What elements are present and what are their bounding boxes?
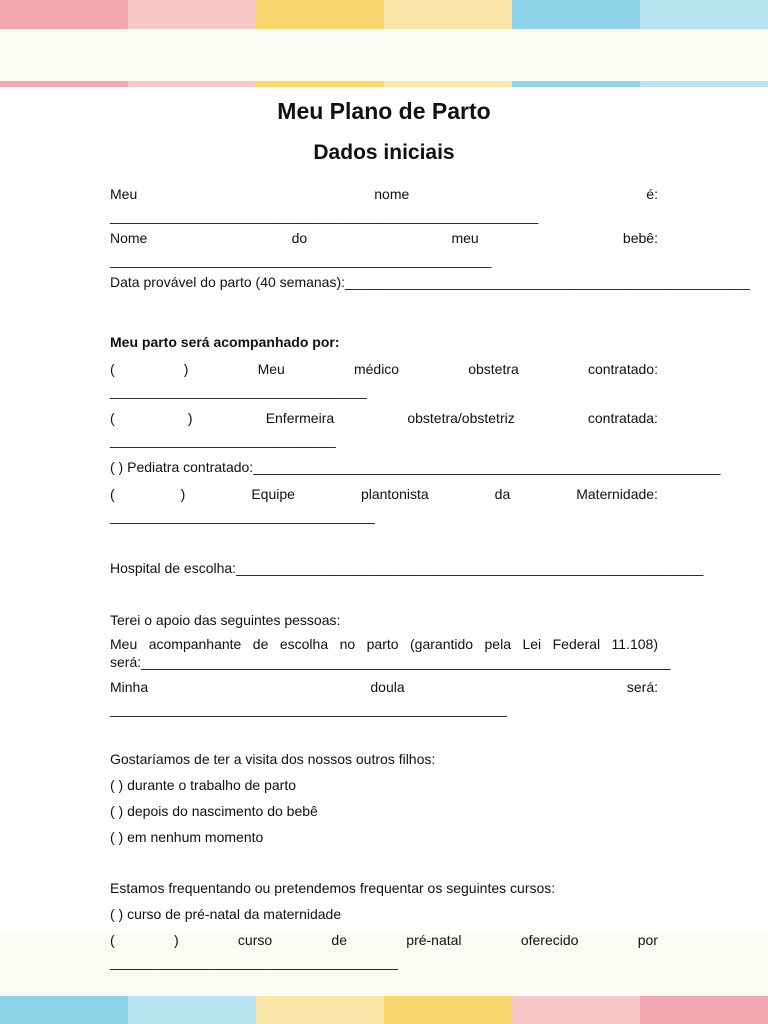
mother-name-field[interactable]: _______________________________________________________ (110, 208, 539, 224)
hospital-field[interactable]: ____________________________________________________________ (236, 560, 704, 576)
word: contratado: (587, 361, 658, 377)
option-pediatrician[interactable] (110, 456, 721, 478)
word: oferecido (520, 932, 579, 948)
top-stripe-segment (640, 0, 768, 29)
word: Nome (110, 230, 148, 246)
pediatrician-field[interactable]: ____________________________________________________________ (253, 459, 721, 475)
due-date-label: Data provável do parto (40 semanas): (110, 274, 346, 290)
option-team[interactable] (110, 483, 658, 505)
top-color-stripe (0, 0, 768, 29)
visit-option-never[interactable]: ( ) em nenhum momento (110, 829, 264, 845)
top-thin-segment (256, 81, 384, 87)
courses-heading: Estamos frequentando ou pretendemos frequentar os seguintes cursos: (110, 880, 556, 896)
word: por (637, 932, 658, 948)
mother-name-label (110, 183, 658, 205)
word: ( (110, 486, 115, 502)
option-nurse[interactable] (110, 407, 658, 429)
bottom-stripe-segment (640, 996, 768, 1024)
baby-name-field[interactable]: _________________________________________________ (110, 252, 492, 268)
course-provider-field[interactable]: _____________________________________ (110, 954, 399, 970)
pediatrician-label: ( ) Pediatra contratado: (110, 459, 254, 475)
word: Meu (110, 186, 138, 202)
companion-row (110, 653, 671, 671)
nurse-field[interactable]: _____________________________ (110, 432, 336, 448)
word: Maternidade: (576, 486, 658, 502)
word: plantonista (360, 486, 429, 502)
top-thin-segment (0, 81, 128, 87)
word: curso (237, 932, 273, 948)
word: nome (374, 186, 410, 202)
option-doctor[interactable] (110, 358, 658, 380)
word: Minha (110, 679, 149, 695)
word: Enfermeira (265, 410, 335, 426)
team-field[interactable]: __________________________________ (110, 508, 375, 524)
word: ( (110, 932, 115, 948)
course-option-other[interactable] (110, 929, 658, 951)
hospital-label: Hospital de escolha: (110, 560, 237, 576)
companion-field[interactable]: ____________________________________________________________________ (141, 654, 671, 670)
word: pré-natal (406, 932, 462, 948)
course-option-maternity[interactable]: ( ) curso de pré-natal da maternidade (110, 906, 342, 922)
accompanied-heading: Meu parto será acompanhado por: (110, 334, 340, 350)
doula-label (110, 676, 658, 698)
word: do (291, 230, 308, 246)
top-thin-segment (640, 81, 768, 87)
word: será: (626, 679, 658, 695)
word: é: (646, 186, 658, 202)
bottom-stripe-segment (512, 996, 640, 1024)
hospital-row (110, 557, 704, 579)
bottom-stripe-segment (0, 996, 128, 1024)
word: Meu (257, 361, 285, 377)
word: ) (180, 486, 186, 502)
word: ( (110, 410, 115, 426)
visit-heading: Gostaríamos de ter a visita dos nossos outros filhos: (110, 751, 436, 767)
baby-name-label (110, 227, 658, 249)
word: meu (451, 230, 479, 246)
doula-field[interactable]: ___________________________________________________ (110, 701, 508, 717)
word: contratada: (587, 410, 658, 426)
header-band (0, 29, 768, 81)
word: ) (183, 361, 189, 377)
section-subtitle: Dados iniciais (313, 141, 455, 164)
bottom-stripe-segment (384, 996, 512, 1024)
top-stripe-segment (256, 0, 384, 29)
bottom-color-stripe (0, 996, 768, 1024)
due-date-row (110, 271, 750, 293)
top-thin-segment (512, 81, 640, 87)
word: médico (353, 361, 400, 377)
top-stripe-segment (0, 0, 128, 29)
top-thin-stripe (0, 81, 768, 87)
support-heading: Terei o apoio das seguintes pessoas: (110, 612, 341, 628)
word: bebê: (622, 230, 658, 246)
word: de (331, 932, 347, 948)
bottom-stripe-segment (256, 996, 384, 1024)
word: Equipe (251, 486, 295, 502)
word: da (494, 486, 511, 502)
visit-option-labor[interactable]: ( ) durante o trabalho de parto (110, 777, 297, 793)
companion-text: Meu acompanhante de escolha no parto (garantido pela Lei Federal 11.108) (110, 636, 658, 652)
word: ) (173, 932, 179, 948)
top-stripe-segment (128, 0, 256, 29)
visit-option-after-birth[interactable]: ( ) depois do nascimento do bebê (110, 803, 318, 819)
document-page (110, 95, 750, 973)
word: obstetra/obstetriz (407, 410, 515, 426)
companion-label: será: (110, 654, 142, 670)
top-thin-segment (384, 81, 512, 87)
word: ( (110, 361, 115, 377)
word: doula (370, 679, 405, 695)
page-title: Meu Plano de Parto (277, 98, 491, 124)
top-thin-segment (128, 81, 256, 87)
due-date-field[interactable]: ____________________________________________________ (345, 274, 750, 290)
top-stripe-segment (384, 0, 512, 29)
bottom-stripe-segment (128, 996, 256, 1024)
doctor-field[interactable]: _________________________________ (110, 383, 367, 399)
top-stripe-segment (512, 0, 640, 29)
word: ) (187, 410, 193, 426)
word: obstetra (468, 361, 519, 377)
